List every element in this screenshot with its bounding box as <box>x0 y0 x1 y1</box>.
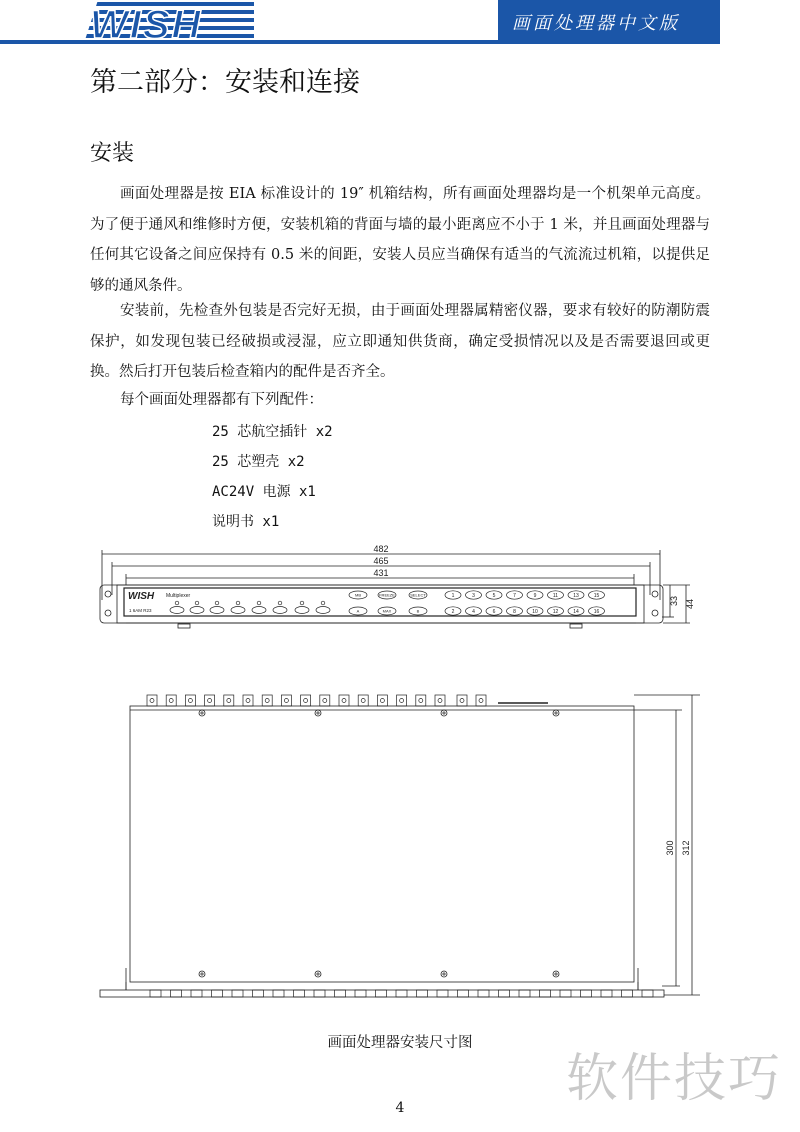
rear-tab <box>335 990 346 997</box>
bnc-connector <box>416 695 426 706</box>
rear-tab <box>171 990 182 997</box>
screw-cross <box>200 972 204 976</box>
svg-text:WISH: WISH <box>90 3 203 44</box>
bnc-connector-pin <box>400 699 404 703</box>
figure-caption: 画面处理器安装尺寸图 <box>327 1035 473 1051</box>
bnc-connector-pin <box>246 699 250 703</box>
bnc-connector <box>358 695 368 706</box>
screw-cross <box>554 711 558 715</box>
panel-button-label: MB <box>355 592 361 598</box>
channel-button-label: 13 <box>573 593 579 599</box>
channel-button-label: 10 <box>532 609 538 615</box>
channel-button-label: 15 <box>593 593 600 599</box>
wish-logo <box>84 0 254 44</box>
panel-button-label: SELECT <box>410 592 426 598</box>
channel-button-label: 1 <box>451 593 455 599</box>
bnc-connector-pin <box>380 699 384 703</box>
channel-button-label: 9 <box>533 593 537 599</box>
accessory-item: 说明书 x1 <box>212 514 280 530</box>
screw-cross <box>442 711 446 715</box>
rear-tab <box>396 990 407 997</box>
rear-tab <box>191 990 202 997</box>
channel-button-label: 3 <box>472 593 475 599</box>
bnc-connector <box>435 695 445 706</box>
rear-tab <box>355 990 366 997</box>
rear-tab <box>499 990 510 997</box>
panel-button-label: B <box>416 608 420 614</box>
page-number: 4 <box>395 1100 405 1116</box>
channel-buttons <box>445 591 605 615</box>
rear-tab <box>519 990 530 997</box>
bnc-connector-pin <box>419 699 423 703</box>
watermark: 软件技巧 <box>566 1049 783 1109</box>
panel-model: 1 6AM R23 <box>129 608 152 613</box>
bnc-connector <box>377 695 387 706</box>
bnc-connector <box>339 695 349 706</box>
bnc-connector <box>224 695 234 706</box>
panel-label: Multiplexer <box>166 593 191 599</box>
bnc-connector <box>243 695 253 706</box>
rear-tab <box>437 990 448 997</box>
bnc-connector-pin <box>169 699 173 703</box>
channel-button-label: 14 <box>573 609 579 615</box>
bnc-connector-pin <box>284 699 288 703</box>
screw-row <box>199 710 559 977</box>
rear-tab <box>294 990 305 997</box>
channel-button-label: 16 <box>593 609 600 615</box>
channel-button-label: 4 <box>472 609 475 615</box>
rear-tab <box>417 990 428 997</box>
rear-tab <box>581 990 592 997</box>
bnc-connector-pin <box>323 699 327 703</box>
paragraph-3: 每个画面处理器都有下列配件： <box>120 392 323 408</box>
screw-cross <box>316 972 320 976</box>
bnc-connector <box>301 695 311 706</box>
dim-465-label: 465 <box>373 556 389 566</box>
bnc-connector <box>166 695 176 706</box>
bnc-connector-pin <box>342 699 346 703</box>
front-panel-diagram <box>0 540 800 640</box>
rear-tab <box>601 990 612 997</box>
channel-button-label: 2 <box>451 609 455 615</box>
bnc-connector-pin <box>208 699 212 703</box>
accessory-item: 25 芯航空插针 x2 <box>212 424 333 440</box>
bnc-connector-pin <box>460 699 464 703</box>
bnc-connector <box>281 695 291 706</box>
connector-row <box>147 695 653 997</box>
rear-tab <box>560 990 571 997</box>
bnc-connector-pin <box>304 699 308 703</box>
dim-431-label: 431 <box>373 568 389 578</box>
dim-300-label: 300 <box>665 840 675 856</box>
dim-44-label: 44 <box>685 598 695 610</box>
bnc-connector <box>147 695 157 706</box>
rear-tab <box>622 990 633 997</box>
bnc-connector <box>205 695 215 706</box>
dim-482-label: 482 <box>373 544 389 554</box>
bnc-connector <box>457 695 467 706</box>
panel-button-label: A <box>356 608 360 614</box>
screw-cross <box>442 972 446 976</box>
subsection-title: 安装 <box>90 141 135 166</box>
channel-button-label: 7 <box>513 593 516 599</box>
paragraph-2: 安装前，先检查外包装是否完好无损，由于画面处理器属精密仪器，要求有较好的防潮防震保护，如发现包装已经破损或浸湿，应立即通知供货商，确定受损情况以及是否需要退回或更换。然后打开包装后检查箱内的配件是否齐全。 <box>90 303 710 380</box>
rear-tab <box>253 990 264 997</box>
bnc-connector <box>185 695 195 706</box>
channel-button-label: 8 <box>513 609 516 615</box>
bnc-connector <box>262 695 272 706</box>
screw-cross <box>200 711 204 715</box>
rear-tab <box>150 990 161 997</box>
rear-tab <box>642 990 653 997</box>
rear-tab <box>458 990 469 997</box>
bnc-connector <box>320 695 330 706</box>
accessory-item: AC24V 电源 x1 <box>212 484 316 500</box>
panel-button-label: MAX <box>382 608 392 614</box>
bnc-connector-pin <box>361 699 365 703</box>
rear-tab <box>540 990 551 997</box>
screw-cross <box>554 972 558 976</box>
bnc-connector-pin <box>227 699 231 703</box>
bnc-connector <box>397 695 407 706</box>
bnc-connector-pin <box>438 699 442 703</box>
channel-button-label: 11 <box>552 593 559 599</box>
rear-tab <box>232 990 243 997</box>
rear-tab <box>314 990 325 997</box>
accessory-item: 25 芯塑壳 x2 <box>212 454 305 470</box>
screw-cross <box>316 711 320 715</box>
rear-tab <box>478 990 489 997</box>
dim-312-label: 312 <box>681 840 691 856</box>
rear-tab <box>273 990 284 997</box>
rear-tab <box>212 990 223 997</box>
section-title: 第二部分：安装和连接 <box>90 67 360 98</box>
dim-33-label: 33 <box>669 595 679 607</box>
bnc-connector-pin <box>188 699 192 703</box>
channel-button-label: 6 <box>492 609 496 615</box>
bnc-connector-pin <box>265 699 269 703</box>
bnc-connector-pin <box>479 699 483 703</box>
rear-tab <box>376 990 387 997</box>
panel-button-label: FREEZE <box>379 592 395 598</box>
header-title: 画面处理器中文版 <box>512 13 680 34</box>
channel-button-label: 12 <box>552 609 559 615</box>
bnc-connector-pin <box>150 699 154 703</box>
bnc-connector <box>476 695 486 706</box>
channel-button-label: 5 <box>492 593 496 599</box>
panel-logo: WISH <box>128 591 155 602</box>
paragraph-1: 画面处理器是按 EIA 标准设计的 19″ 机箱结构，所有画面处理器均是一个机架单元高度。为了便于通风和维修时方便，安装机箱的背面与墙的最小距离应不小于 1 米，并且画面处理器与任何其它设备之间应保持有 0.5 米的间距，安装人员应当确保有适当的气流流过机箱，以提供足够的通风条件。 <box>90 186 710 294</box>
top-view-diagram <box>0 688 800 1018</box>
